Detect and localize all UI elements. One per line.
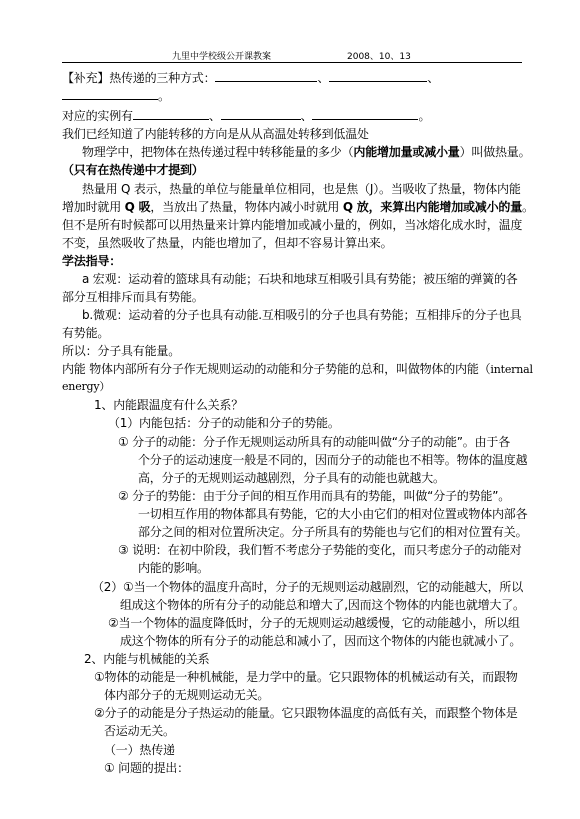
bold-text: Q 放，来算出内能增加或减小的量 bbox=[342, 200, 523, 214]
supplement-label: 【补充】热传递的三种方式： bbox=[62, 71, 216, 85]
page-header bbox=[62, 48, 522, 63]
section-1-sub-2-line-1: （2）①当一个物体的温度升高时，分子的无规则运动越剧烈，它的动能越大，所以 bbox=[92, 580, 523, 594]
heat-unit-line-3: 但不是所有时候都可以用热量来计算内能增加或减小量的，例如，当冰熔化成水时，温度 bbox=[62, 218, 523, 232]
guide-title: 学法指导： bbox=[62, 254, 122, 268]
separator: 、 bbox=[300, 109, 313, 123]
item-1-line-3: 高，分子的无规则运动越剧烈，分子具有的动能也就越大。 bbox=[138, 471, 445, 485]
text: 。 bbox=[522, 200, 534, 214]
separator: 。 bbox=[158, 89, 170, 103]
bold-text: Q 吸 bbox=[124, 200, 151, 214]
text: ，当放出了热量，物体内减小时就用 bbox=[150, 200, 343, 214]
heat-unit-line-2 bbox=[62, 199, 534, 215]
guide-b-line-2: 有势能。 bbox=[62, 326, 110, 340]
section-2-p2-line-2: 否运动无关。 bbox=[104, 724, 175, 738]
intro-text: 我们已经知道了内能转移的方向是从从高温处转移到低温处 bbox=[62, 127, 369, 141]
guide-a-line-2: 部分互相排斥而具有势能。 bbox=[62, 290, 204, 304]
item-1-line-2: 个分子的运动速度一般是不同的，因而分子的动能也不相等。物体的温度越 bbox=[138, 453, 528, 467]
section-1-sub-1: （1）内能包括：分子的动能和分子的势能。 bbox=[108, 416, 340, 430]
separator: 、 bbox=[208, 109, 221, 123]
answer-blank bbox=[215, 70, 317, 82]
section-2-item: ① 问题的提出： bbox=[104, 761, 189, 775]
answer-blank bbox=[329, 70, 427, 82]
guide-a-line-1: a 宏观：运动着的篮球具有动能；石块和地球互相吸引具有势能；被压缩的弹簧的各 bbox=[82, 272, 518, 286]
answer-blank bbox=[133, 108, 209, 120]
guide-so: 所以：分子具有能量。 bbox=[62, 344, 181, 358]
section-1-title: 1、内能跟温度有什么关系？ bbox=[94, 398, 244, 412]
section-2-p1-line-1: ①物体的动能是一种机械能，是力学中的量。它只跟物体的机械运动有关，而跟物 bbox=[94, 670, 518, 684]
section-2-title: 2、内能与机械能的关系 bbox=[84, 652, 210, 666]
item-2-line-2: 一切相互作用的物体都具有势能，它的大小由它们的相对位置或物体内部各 bbox=[138, 507, 528, 521]
separator: 、 bbox=[317, 71, 330, 85]
section-2-p2-line-1: ②分子的动能是分子热运动的能量。它只跟物体温度的高低有关，而跟整个物体是 bbox=[94, 706, 518, 720]
section-1-sub-2-line-3: ②当一个物体的温度降低时，分子的无规则运动越缓慢，它的动能越小，所以组 bbox=[108, 616, 520, 630]
section-1-sub-2-line-4: 成这个物体的所有分子的动能总和减小了，因而这个物体的内能也就减小了。 bbox=[120, 634, 522, 648]
heat-unit-line-4: 不变，虽然吸收了热量，内能也增加了，但却不容易计算出来。 bbox=[62, 236, 393, 250]
text: ）叫做热量。 bbox=[459, 145, 531, 159]
guide-b-line-1: b.微观：运动着的分子也具有动能.互相吸引的分子也具有势能；互相排斥的分子也具 bbox=[82, 308, 522, 322]
section-2-p1-line-2: 体内部分子的无规则运动无关。 bbox=[104, 688, 270, 702]
section-2-sub: （一）热传递 bbox=[104, 743, 175, 757]
examples-label: 对应的实例有 bbox=[62, 109, 133, 123]
answer-blank bbox=[221, 108, 301, 120]
text: 物理学中，把物体在热传递过程中转移能量的多少（ bbox=[82, 145, 354, 159]
supplement-line bbox=[62, 70, 439, 86]
separator: 。 bbox=[418, 109, 431, 123]
text: 内能 物体内部所有分子作无规则运动的动能和分子势能的总和，叫做物体的内能（ bbox=[62, 362, 491, 376]
item-2-line-1: ② 分子的势能：由于分子间的相互作用而具有的势能，叫做“分子的势能”。 bbox=[118, 489, 511, 503]
item-3-line-2: 内能的影响。 bbox=[138, 561, 209, 575]
heat-note: （只有在热传递中才提到） bbox=[62, 163, 204, 177]
heat-definition bbox=[82, 144, 530, 160]
english-term: internal bbox=[490, 363, 533, 376]
answer-blank bbox=[312, 108, 418, 120]
section-1-sub-2-line-2: 组成这个物体的所有分子的动能总和增大了,因而这个物体的内能也就增大了。 bbox=[120, 598, 525, 612]
heat-unit-line-1: 热量用 Q 表示，热量的单位与能量单位相同，也是焦（J）。当吸收了热量，物体内能 bbox=[82, 182, 521, 196]
answer-blank bbox=[62, 88, 158, 100]
examples-line bbox=[62, 108, 430, 124]
bold-text: 内能增加量或减小量 bbox=[353, 145, 460, 159]
item-1-line-1: ① 分子的动能：分子作无规则运动所具有的动能叫做“分子的动能”。由于各 bbox=[118, 435, 511, 449]
text: 增加时就用 bbox=[62, 200, 125, 214]
internal-energy-definition-2: energy） bbox=[62, 380, 111, 393]
supplement-line-2 bbox=[62, 88, 170, 104]
item-3-line-1: ③ 说明：在初中阶段，我们暂不考虑分子势能的变化，而只考虑分子的动能对 bbox=[118, 543, 522, 557]
internal-energy-definition bbox=[62, 361, 533, 378]
separator: 、 bbox=[427, 71, 440, 85]
item-2-line-3: 部分之间的相对位置所决定。分子所具有的势能也与它们的相对位置有关。 bbox=[138, 525, 528, 539]
lesson-date: 2008、10、13 bbox=[347, 52, 411, 62]
school-title: 九里中学校级公开课教案 bbox=[172, 52, 272, 62]
